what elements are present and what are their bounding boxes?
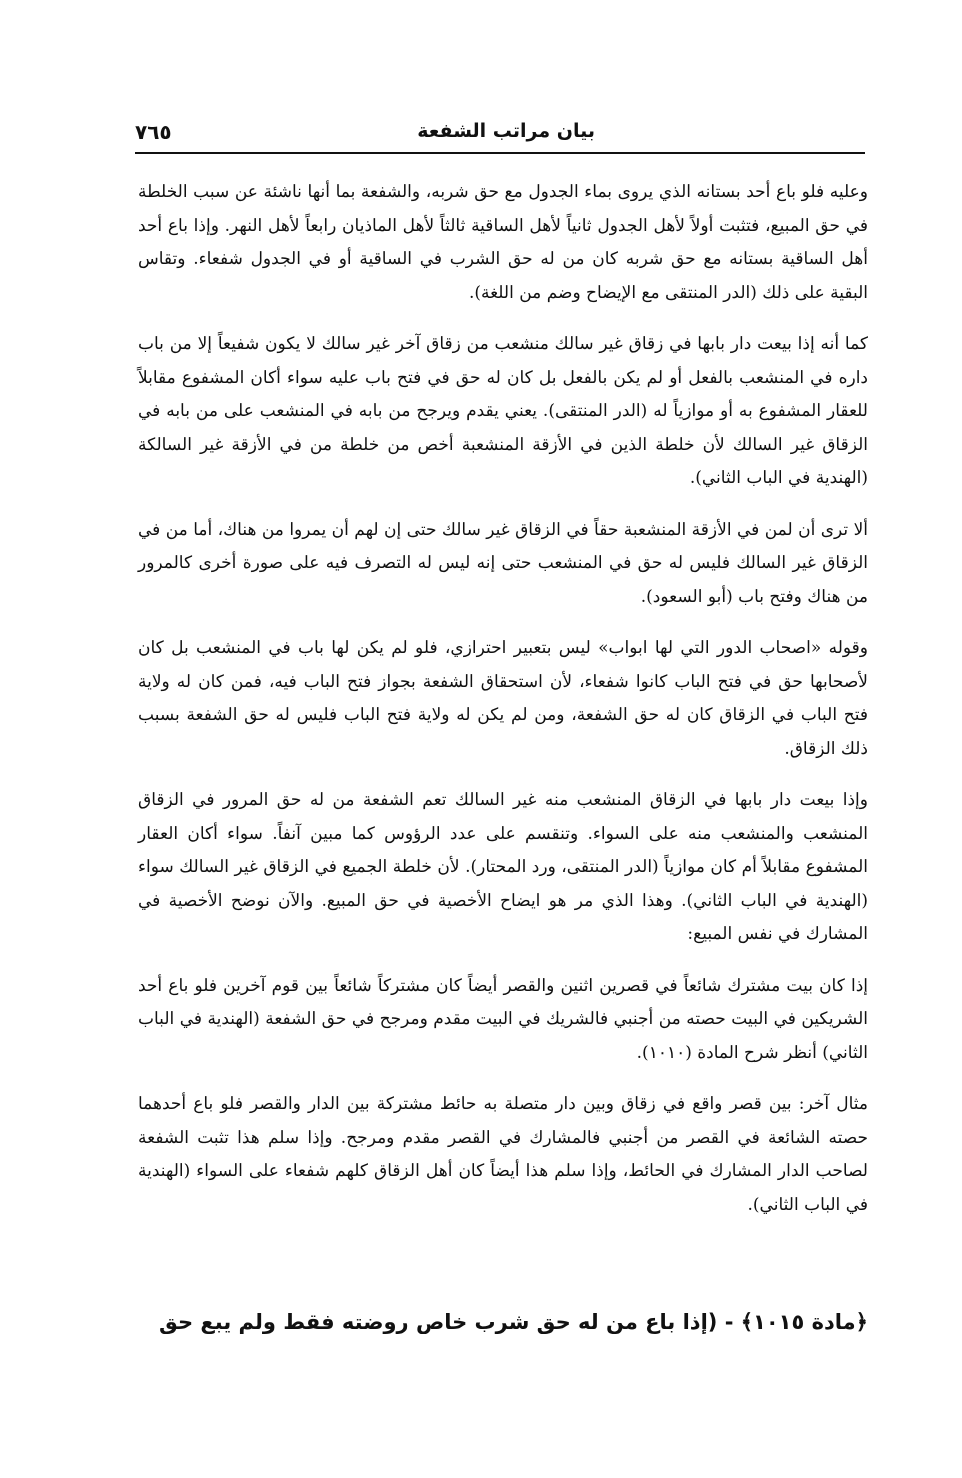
paragraph-4: وقوله «اصحاب الدور التي لها ابواب» ليس بتعبير احترازي، فلو لم يكن لها باب في المنشعب بل كان لأصحابها حق في فتح الباب كانوا شفعاء، لأن استحقاق الشفعة بجواز فتح الباب فيه، فمن كان له ولاية فتح الباب في الزقاق كان له حق الشفعة، ومن لم يكن له ولاية فتح الباب فليس له حق الشفعة بسبب ذلك الزقاق. [138, 638, 868, 759]
running-title: بيان مراتب الشفعة [417, 120, 595, 142]
body-text [138, 176, 868, 1240]
paragraph-2: كما أنه إذا بيعت دار بابها في زقاق غير سالك منشعب من زقاق آخر غير سالك لا يكون شفيعاً إلا من باب داره في المنشعب بالفعل أو لم يكن بالفعل بل كان له حق في فتح باب عليه سواء أكان المشفوع مقابلاً للعقار المشفوع به أو موازياً له (الدر المنتقى). يعني يقدم ويرجح من بابه في المنشعب على من بابه في الزقاق غير السالك لأن خلطة الذين في الأزقة المنشعبة أخص من خلطة من في الأزقة غير السالكة (الهندية في الباب الثاني). [138, 334, 868, 488]
paragraph-3: ألا ترى أن لمن في الأزقة المنشعبة حقاً في الزقاق غير سالك حتى إن لهم أن يمروا من هناك، أما من في الزقاق غير السالك فليس له حق في المنشعب حتى إنه ليس له التصرف فيه على صورة أخرى كالمرور من هناك وفتح باب (أبو السعود). [138, 519, 868, 607]
page-number: ٧٦٥ [135, 120, 172, 144]
paragraph-5: وإذا بيعت دار بابها في الزقاق المنشعب منه غير السالك تعم الشفعة من له حق المرور في الزقاق المنشعب والمنشعب منه على السواء. وتنقسم على عدد الرؤوس كما مبين آنفاً. سواء أكان العقار المشفوع مقابلاً أم كان موازياً (الدر المنتقى، ورد المحتار). لأن خلطة الجميع في الزقاق غير السالك سواء (الهندية في الباب الثاني). وهذا الذي مر هو ايضاح الأخصية في حق المبيع. والآن نوضح الأخصية في المشارك في نفس المبيع: [138, 790, 868, 944]
paragraph-1: وعليه فلو باع أحد بستانه الذي يروى بماء الجدول مع حق شربه، والشفعة بما أنها ناشئة عن سبب الخلطة في حق المبيع، فتثبت أولاً لأهل الجدول ثانياً لأهل الساقية ثالثاً لأهل الماذيان رابعاً لأهل النهر. وإذا باع أحد أهل الساقية بستانه مع حق شربه كان من له حق الشرب في الساقية أو في الجدول شفعاء. وتقاس البقية على ذلك (الدر المنتقى مع الإيضاح وضم من اللغة). [138, 182, 868, 303]
paragraph-6: إذا كان بيت مشترك شائعاً في قصرين اثنين والقصر أيضاً كان مشتركاً شائعاً بين قوم آخرين فلو باع أحد الشريكين في البيت حصته من أجنبي فالشريك في البيت مقدم ومرجح في حق الشفعة (الهندية في الباب الثاني) أنظر شرح المادة (١٠١٠). [138, 975, 868, 1063]
page-header [135, 118, 865, 154]
paragraph-7: مثال آخر: بين قصر واقع في زقاق وبين دار متصلة به حائط مشتركة بين الدار والقصر فلو باع أحدهما حصته الشائعة في القصر من أجنبي فالمشارك في القصر مقدم ومرجح. وإذا سلم هذا تثبت الشفعة لصاحب الدار المشارك في الحائط، وإذا سلم هذا أيضاً كان أهل الزقاق كلهم شفعاء على السواء (الهندية في الباب الثاني). [138, 1094, 868, 1215]
article-heading: ﴿مادة ١٠١٥﴾ - (إذا باع من له حق شرب خاص روضته فقط ولم يبع حق [159, 1310, 868, 1334]
